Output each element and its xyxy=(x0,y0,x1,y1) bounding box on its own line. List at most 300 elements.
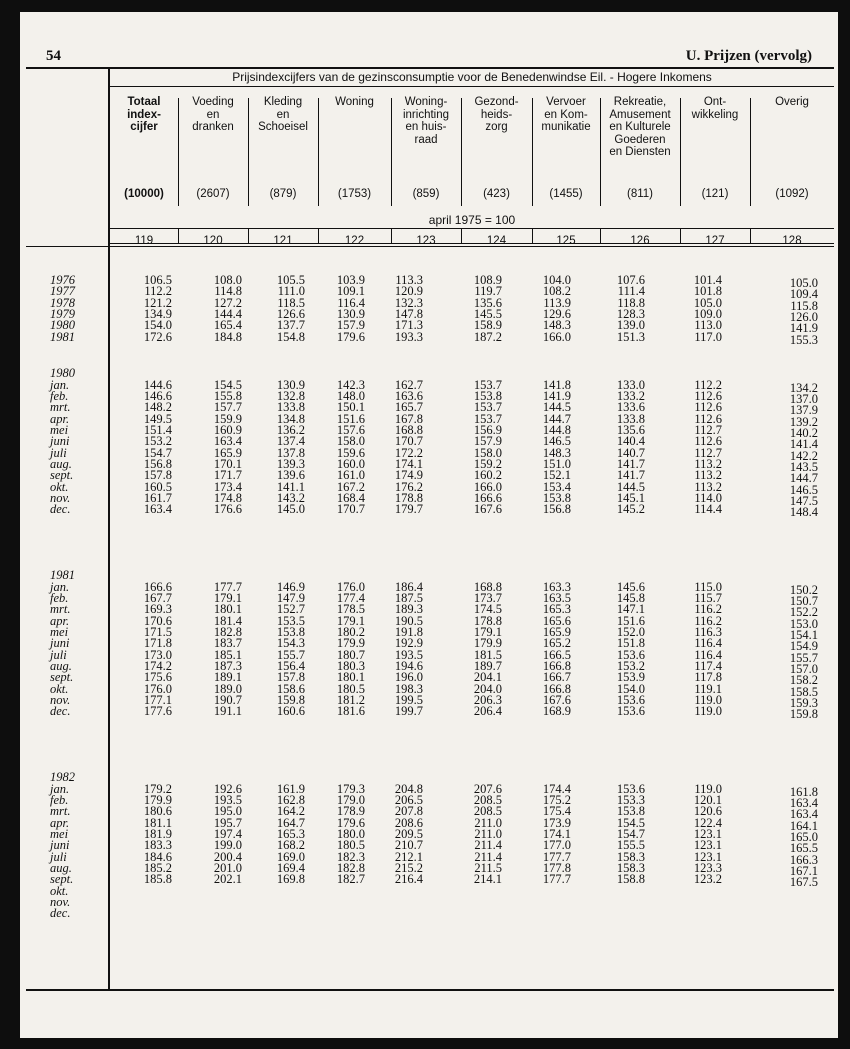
table-cell: 146.5 xyxy=(542,434,571,449)
table-cell: 153.9 xyxy=(616,670,645,685)
table-cell: 166.7 xyxy=(542,670,571,685)
table-cell: 126.6 xyxy=(276,306,305,321)
table-cell: 150.1 xyxy=(336,400,365,415)
table-cell: 193.5 xyxy=(213,793,242,808)
table-cell: 126.0 xyxy=(789,309,818,324)
header-column-divider xyxy=(532,98,533,206)
table-cell: 182.7 xyxy=(336,872,365,887)
code-column-divider xyxy=(391,229,392,244)
table-cell: 179.1 xyxy=(336,613,365,628)
table-cell: 180.3 xyxy=(336,658,365,673)
table-cell: 189.3 xyxy=(394,602,423,617)
column-code: 127 xyxy=(705,235,725,247)
column-weight: (10000) xyxy=(124,188,164,200)
table-cell: 113.9 xyxy=(543,295,571,310)
table-cell: 180.5 xyxy=(336,838,365,853)
table-cell: 193.3 xyxy=(394,329,423,344)
table-cell: 132.3 xyxy=(394,295,423,310)
table-cell: 212.1 xyxy=(394,849,423,864)
table-cell: 113.2 xyxy=(694,468,722,483)
table-cell: 112.6 xyxy=(694,411,722,426)
table-cell: 144.7 xyxy=(542,411,571,426)
table-cell: 171.3 xyxy=(394,318,423,333)
table-cell: 117.0 xyxy=(694,329,722,344)
row-label: dec. xyxy=(50,502,71,517)
row-label: dec. xyxy=(50,906,71,921)
table-cell: 160.0 xyxy=(336,456,365,471)
table-cell: 153.8 xyxy=(276,625,305,639)
table-cell: 137.7 xyxy=(276,318,305,333)
table-cell: 154.7 xyxy=(616,827,645,841)
table-cell: 154.5 xyxy=(616,815,645,830)
table-cell: 208.5 xyxy=(473,804,502,819)
table-cell: 177.1 xyxy=(143,692,172,707)
table-cell: 149.5 xyxy=(143,411,172,426)
table-cell: 101.8 xyxy=(693,284,722,299)
table-cell: 172.6 xyxy=(143,329,172,344)
table-cell: 206.4 xyxy=(473,704,502,719)
table-cell: 150.2 xyxy=(789,582,818,597)
row-label: juli xyxy=(50,849,67,864)
table-cell: 155.3 xyxy=(789,332,818,347)
table-cell: 211.5 xyxy=(474,860,502,875)
row-label: apr. xyxy=(50,613,70,628)
table-cell: 145.1 xyxy=(616,490,645,505)
table-cell: 159.8 xyxy=(276,692,305,707)
table-cell: 154.1 xyxy=(789,628,818,642)
table-cell: 204.1 xyxy=(473,670,502,685)
table-cell: 144.5 xyxy=(616,479,645,494)
table-cell: 151.3 xyxy=(616,329,645,344)
table-cell: 115.0 xyxy=(694,579,722,594)
table-cell: 164.1 xyxy=(789,818,818,833)
row-label: sept. xyxy=(50,872,74,887)
table-cell: 174.4 xyxy=(542,781,571,796)
table-cell: 160.9 xyxy=(213,423,242,437)
table-cell: 174.1 xyxy=(542,827,571,841)
table-cell: 115.8 xyxy=(790,298,818,313)
column-header-name: Totaal index- cijfer xyxy=(127,96,161,133)
table-cell: 109.4 xyxy=(789,287,818,302)
code-column-divider xyxy=(248,229,249,244)
column-header xyxy=(248,86,318,200)
table-cell: 120.9 xyxy=(394,284,423,299)
table-cell: 193.5 xyxy=(394,647,423,662)
table-cell: 163.4 xyxy=(143,502,172,517)
column-weight: (879) xyxy=(269,188,297,200)
table-cell: 141.7 xyxy=(616,456,645,471)
column-weight: (1455) xyxy=(549,188,583,200)
top-rule xyxy=(26,67,834,69)
table-cell: 159.6 xyxy=(336,445,365,460)
table-cell: 183.7 xyxy=(213,636,242,651)
column-code: 126 xyxy=(630,235,650,247)
table-cell: 215.2 xyxy=(394,860,423,875)
table-cell: 167.7 xyxy=(143,591,172,606)
table-cell: 119.7 xyxy=(474,284,502,299)
table-cell: 105.0 xyxy=(789,276,818,290)
table-cell: 185.2 xyxy=(143,860,172,875)
table-cell: 166.6 xyxy=(143,579,172,594)
table-cell: 177.6 xyxy=(143,704,172,719)
table-cell: 165.4 xyxy=(213,318,242,333)
table-cell: 176.0 xyxy=(336,579,365,594)
table-cell: 151.4 xyxy=(143,423,172,437)
table-cell: 174.8 xyxy=(213,490,242,505)
table-cell: 156.8 xyxy=(542,502,571,517)
column-code: 124 xyxy=(486,235,507,247)
table-cell: 157.0 xyxy=(789,661,818,676)
column-code: 119 xyxy=(134,235,154,247)
row-label: juni xyxy=(50,636,70,651)
table-cell: 199.0 xyxy=(213,838,242,853)
code-column-divider xyxy=(532,229,533,244)
row-label: aug. xyxy=(50,456,72,471)
table-cell: 175.4 xyxy=(542,804,571,819)
table-cell: 112.7 xyxy=(694,445,722,460)
table-cell: 178.5 xyxy=(336,602,365,617)
table-cell: 169.4 xyxy=(276,860,305,875)
row-label: 1976 xyxy=(50,273,75,287)
table-cell: 189.7 xyxy=(473,658,502,673)
table-cell: 207.6 xyxy=(473,781,502,796)
header-column-divider xyxy=(680,98,681,206)
table-cell: 134.2 xyxy=(789,380,818,395)
table-cell: 168.2 xyxy=(276,838,305,853)
table-cell: 148.3 xyxy=(542,445,571,460)
table-cell: 156.9 xyxy=(473,423,502,437)
table-cell: 133.6 xyxy=(616,400,645,415)
table-cell: 148.2 xyxy=(143,400,172,415)
row-label: 1981 xyxy=(50,329,75,344)
table-cell: 152.7 xyxy=(276,602,305,617)
table-cell: 164.7 xyxy=(276,815,305,830)
row-label: apr. xyxy=(50,815,70,830)
table-cell: 161.0 xyxy=(336,468,365,483)
column-header xyxy=(110,86,178,200)
table-cell: 146.6 xyxy=(143,389,172,404)
table-cell: 154.9 xyxy=(789,639,818,654)
table-cell: 174.2 xyxy=(143,658,172,673)
table-cell: 160.6 xyxy=(276,704,305,719)
table-cell: 151.6 xyxy=(336,411,365,426)
table-cell: 141.9 xyxy=(789,321,818,336)
table-cell: 166.3 xyxy=(789,852,818,867)
table-cell: 108.0 xyxy=(213,273,242,287)
table-cell: 166.0 xyxy=(542,329,571,344)
table-cell: 155.8 xyxy=(213,389,242,404)
table-cell: 140.2 xyxy=(789,426,818,440)
table-cell: 182.3 xyxy=(336,849,365,864)
table-cell: 211.4 xyxy=(474,838,502,853)
table-cell: 172.2 xyxy=(394,445,423,460)
header-column-divider xyxy=(750,98,751,206)
table-cell: 116.4 xyxy=(694,636,722,651)
table-cell: 167.8 xyxy=(394,411,423,426)
table-cell: 187.2 xyxy=(473,329,502,344)
table-cell: 169.0 xyxy=(276,849,305,864)
table-cell: 116.2 xyxy=(694,613,722,628)
column-header-name: Gezond- heids- zorg xyxy=(474,96,519,133)
table-cell: 175.6 xyxy=(143,670,172,685)
row-label: juli xyxy=(50,445,67,460)
table-cell: 116.3 xyxy=(694,625,722,639)
column-header xyxy=(532,86,600,200)
table-cell: 170.7 xyxy=(394,434,423,449)
row-label: mrt. xyxy=(50,602,71,617)
table-cell: 162.8 xyxy=(276,793,305,808)
column-code: 120 xyxy=(203,235,223,247)
table-cell: 153.8 xyxy=(616,804,645,819)
table-cell: 165.2 xyxy=(542,636,571,651)
table-cell: 167.2 xyxy=(336,479,365,494)
code-column-divider xyxy=(178,229,179,244)
table-cell: 116.4 xyxy=(337,295,365,310)
table-cell: 153.6 xyxy=(616,647,645,662)
table-cell: 150.7 xyxy=(789,594,818,609)
table-cell: 147.1 xyxy=(616,602,645,617)
column-weight: (811) xyxy=(627,188,653,200)
table-cell: 146.5 xyxy=(789,482,818,497)
table-cell: 153.2 xyxy=(616,658,645,673)
table-cell: 185.8 xyxy=(143,872,172,887)
column-header xyxy=(600,86,680,200)
row-label: sept. xyxy=(50,468,74,483)
table-cell: 113.2 xyxy=(694,456,722,471)
table-cell: 200.4 xyxy=(213,849,242,864)
table-cell: 167.5 xyxy=(789,875,818,890)
table-cell: 208.5 xyxy=(473,793,502,808)
table-cell: 154.0 xyxy=(143,318,172,333)
table-cell: 107.6 xyxy=(616,273,645,287)
table-cell: 204.0 xyxy=(473,681,502,696)
table-cell: 163.6 xyxy=(394,389,423,404)
table-cell: 145.6 xyxy=(616,579,645,594)
table-cell: 162.7 xyxy=(394,377,423,392)
table-cell: 158.6 xyxy=(276,681,305,696)
table-cell: 206.5 xyxy=(394,793,423,808)
block-year-heading: 1980 xyxy=(50,366,75,380)
table-cell: 158.3 xyxy=(616,849,645,864)
table-cell: 159.3 xyxy=(789,695,818,710)
table-cell: 194.6 xyxy=(394,658,423,673)
table-cell: 216.4 xyxy=(394,872,423,887)
table-cell: 123.1 xyxy=(693,838,722,853)
table-title: Prijsindexcijfers van de gezinsconsumptie voor de Benedenwindse Eil. - Hogere Inkomens xyxy=(232,70,712,84)
table-cell: 153.7 xyxy=(473,400,502,415)
header-column-divider xyxy=(461,98,462,206)
table-cell: 148.0 xyxy=(336,389,365,404)
table-cell: 112.2 xyxy=(694,377,722,392)
table-cell: 166.8 xyxy=(542,658,571,673)
row-label: okt. xyxy=(50,681,69,696)
column-header-name: Vervoer en Kom- munikatie xyxy=(541,96,591,133)
table-cell: 154.3 xyxy=(276,636,305,651)
column-header xyxy=(461,86,532,200)
table-cell: 136.2 xyxy=(276,423,305,437)
row-label: jan. xyxy=(50,377,70,392)
table-cell: 173.9 xyxy=(542,815,571,830)
column-header-name: Overig xyxy=(775,96,809,108)
column-header xyxy=(680,86,750,200)
table-cell: 187.3 xyxy=(213,658,242,673)
table-cell: 169.3 xyxy=(143,602,172,617)
table-cell: 157.6 xyxy=(336,423,365,437)
table-cell: 123.1 xyxy=(693,849,722,864)
table-cell: 143.5 xyxy=(789,459,818,474)
table-cell: 155.7 xyxy=(276,647,305,662)
header-column-divider xyxy=(391,98,392,206)
table-cell: 208.6 xyxy=(394,815,423,830)
table-cell: 133.2 xyxy=(616,389,645,404)
table-cell: 158.5 xyxy=(789,684,818,699)
table-cell: 144.6 xyxy=(143,377,172,392)
table-cell: 132.8 xyxy=(276,389,305,404)
table-cell: 154.5 xyxy=(213,377,242,392)
table-cell: 161.8 xyxy=(789,784,818,799)
table-cell: 137.8 xyxy=(276,445,305,460)
table-cell: 179.1 xyxy=(213,591,242,606)
table-cell: 153.8 xyxy=(473,389,502,404)
table-cell: 174.1 xyxy=(394,456,423,471)
table-cell: 153.6 xyxy=(616,704,645,719)
table-cell: 157.8 xyxy=(276,670,305,685)
table-cell: 180.7 xyxy=(336,647,365,662)
table-cell: 145.2 xyxy=(616,502,645,517)
table-cell: 119.0 xyxy=(694,781,722,796)
column-weight: (2607) xyxy=(196,188,230,200)
table-cell: 179.9 xyxy=(473,636,502,651)
table-cell: 109.0 xyxy=(693,306,722,321)
table-cell: 142.3 xyxy=(336,377,365,392)
table-cell: 211.0 xyxy=(474,815,502,830)
table-cell: 134.9 xyxy=(143,306,172,321)
table-cell: 214.1 xyxy=(473,872,502,887)
table-cell: 197.4 xyxy=(213,827,242,841)
row-label: apr. xyxy=(50,411,70,426)
table-cell: 103.9 xyxy=(336,273,365,287)
code-column-divider xyxy=(461,229,462,244)
table-cell: 189.0 xyxy=(213,681,242,696)
table-cell: 112.7 xyxy=(694,423,722,437)
stub-divider xyxy=(108,67,110,990)
table-cell: 144.8 xyxy=(542,423,571,437)
column-header-name: Woning- inrichting en huis- raad xyxy=(402,96,450,146)
table-cell: 159.8 xyxy=(789,707,818,722)
table-cell: 171.8 xyxy=(143,636,172,651)
table-cell: 123.2 xyxy=(693,872,722,887)
row-label: mei xyxy=(50,423,69,437)
table-cell: 148.4 xyxy=(789,505,818,520)
table-cell: 101.4 xyxy=(693,273,722,287)
column-code: 122 xyxy=(344,235,365,247)
table-cell: 151.6 xyxy=(616,613,645,628)
table-cell: 195.7 xyxy=(213,815,242,830)
table-cell: 121.2 xyxy=(143,295,172,310)
table-cell: 105.0 xyxy=(693,295,722,310)
row-label: okt. xyxy=(50,479,69,494)
table-cell: 127.2 xyxy=(213,295,242,310)
table-cell: 156.4 xyxy=(276,658,305,673)
table-cell: 163.4 xyxy=(213,434,242,449)
table-cell: 202.1 xyxy=(213,872,242,887)
table-cell: 171.5 xyxy=(143,625,172,639)
table-cell: 165.9 xyxy=(542,625,571,639)
table-cell: 144.5 xyxy=(542,400,571,415)
table-cell: 139.0 xyxy=(616,318,645,333)
table-cell: 118.5 xyxy=(277,295,305,310)
table-cell: 180.0 xyxy=(336,827,365,841)
column-header-name: Woning xyxy=(335,96,374,108)
table-cell: 191.8 xyxy=(394,625,423,639)
code-column-divider xyxy=(600,229,601,244)
row-label: 1979 xyxy=(50,306,75,321)
table-cell: 179.1 xyxy=(473,625,502,639)
table-cell: 115.7 xyxy=(694,591,722,606)
column-weight: (423) xyxy=(483,188,510,200)
table-cell: 181.9 xyxy=(143,827,172,841)
table-cell: 173.7 xyxy=(473,591,502,606)
table-cell: 185.1 xyxy=(213,647,242,662)
table-cell: 180.1 xyxy=(336,670,365,685)
section-title: U. Prijzen (vervolg) xyxy=(685,48,812,64)
row-label: mrt. xyxy=(50,804,71,819)
column-code: 121 xyxy=(273,235,293,247)
table-cell: 158.9 xyxy=(473,318,502,333)
table-cell: 171.7 xyxy=(213,468,242,483)
table-cell: 157.8 xyxy=(143,468,172,483)
table-cell: 170.6 xyxy=(143,613,172,628)
base-rule xyxy=(109,228,834,229)
table-cell: 137.9 xyxy=(789,403,818,418)
table-cell: 158.0 xyxy=(336,434,365,449)
table-cell: 180.5 xyxy=(336,681,365,696)
table-cell: 114.8 xyxy=(214,284,242,299)
table-cell: 165.0 xyxy=(789,830,818,844)
table-cell: 168.4 xyxy=(336,490,365,505)
table-cell: 170.1 xyxy=(213,456,242,471)
table-cell: 186.4 xyxy=(394,579,423,594)
column-header-name: Rekreatie, Amusement en Kulturele Goederen en Diensten xyxy=(609,96,671,158)
page-number: 54 xyxy=(46,48,61,64)
row-label: jan. xyxy=(50,781,70,796)
table-cell: 177.7 xyxy=(213,579,242,594)
table-cell: 167.6 xyxy=(542,692,571,707)
bottom-rule xyxy=(26,989,834,991)
table-cell: 117.8 xyxy=(694,670,722,685)
table-cell: 141.1 xyxy=(276,479,305,494)
table-cell: 165.6 xyxy=(542,613,571,628)
table-cell: 180.1 xyxy=(213,602,242,617)
table-cell: 169.8 xyxy=(276,872,305,887)
column-header-name: Voeding en dranken xyxy=(192,96,234,133)
table-cell: 190.5 xyxy=(394,613,423,628)
table-cell: 118.8 xyxy=(617,295,645,310)
row-label: nov. xyxy=(50,490,71,505)
table-cell: 182.8 xyxy=(213,625,242,639)
table-cell: 148.3 xyxy=(542,318,571,333)
table-cell: 153.7 xyxy=(473,377,502,392)
table-cell: 167.6 xyxy=(473,502,502,517)
table-cell: 179.9 xyxy=(336,636,365,651)
table-cell: 175.2 xyxy=(542,793,571,808)
table-cell: 163.4 xyxy=(789,796,818,811)
table-cell: 147.9 xyxy=(276,591,305,606)
table-cell: 159.2 xyxy=(473,456,502,471)
table-cell: 122.4 xyxy=(693,815,722,830)
row-label: 1977 xyxy=(50,284,75,299)
table-cell: 168.9 xyxy=(542,704,571,719)
